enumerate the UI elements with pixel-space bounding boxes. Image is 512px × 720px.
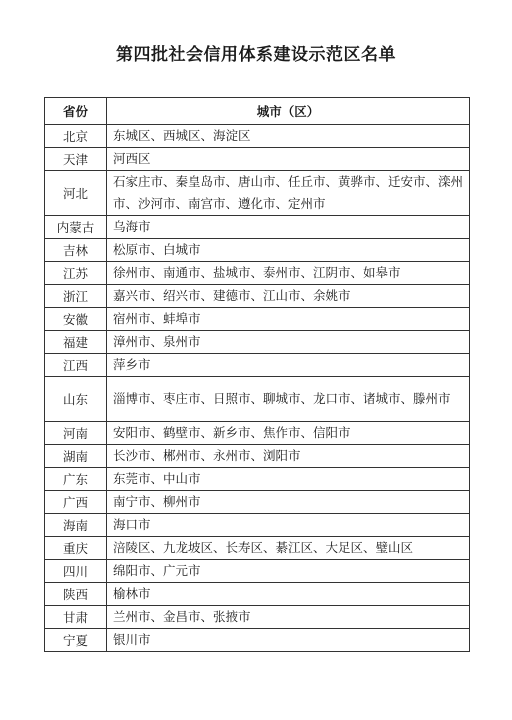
cities-cell: 东城区、西城区、海淀区 bbox=[107, 125, 470, 148]
province-cell: 陕西 bbox=[45, 583, 107, 606]
table-row bbox=[45, 514, 470, 537]
province-cell: 重庆 bbox=[45, 537, 107, 560]
cities-cell: 兰州市、金昌市、张掖市 bbox=[107, 606, 470, 629]
table-row bbox=[45, 239, 470, 262]
province-cell: 内蒙古 bbox=[45, 216, 107, 239]
table-row bbox=[45, 377, 470, 422]
province-cell: 海南 bbox=[45, 514, 107, 537]
cities-cell: 海口市 bbox=[107, 514, 470, 537]
table-row bbox=[45, 148, 470, 171]
header-province: 省份 bbox=[45, 98, 107, 125]
table-row bbox=[45, 308, 470, 331]
province-cell: 安徽 bbox=[45, 308, 107, 331]
cities-cell: 乌海市 bbox=[107, 216, 470, 239]
cities-cell: 涪陵区、九龙坡区、长寿区、綦江区、大足区、璧山区 bbox=[107, 537, 470, 560]
table-row bbox=[45, 422, 470, 445]
table-row bbox=[45, 331, 470, 354]
header-cities: 城市（区） bbox=[107, 98, 470, 125]
province-cell: 浙江 bbox=[45, 285, 107, 308]
province-cell: 北京 bbox=[45, 125, 107, 148]
province-cell: 福建 bbox=[45, 331, 107, 354]
cities-cell: 东莞市、中山市 bbox=[107, 468, 470, 491]
province-cell: 广西 bbox=[45, 491, 107, 514]
province-cell: 江苏 bbox=[45, 262, 107, 285]
cities-cell: 宿州市、蚌埠市 bbox=[107, 308, 470, 331]
cities-cell: 长沙市、郴州市、永州市、浏阳市 bbox=[107, 445, 470, 468]
table-row bbox=[45, 285, 470, 308]
table-row bbox=[45, 606, 470, 629]
province-cell: 湖南 bbox=[45, 445, 107, 468]
cities-cell: 河西区 bbox=[107, 148, 470, 171]
province-cell: 四川 bbox=[45, 560, 107, 583]
table-row bbox=[45, 537, 470, 560]
table-row bbox=[45, 491, 470, 514]
cities-cell: 松原市、白城市 bbox=[107, 239, 470, 262]
province-cell: 广东 bbox=[45, 468, 107, 491]
cities-cell: 石家庄市、秦皇岛市、唐山市、任丘市、黄骅市、迁安市、滦州市、沙河市、南宫市、遵化市、定州市 bbox=[107, 171, 470, 216]
province-cell: 河北 bbox=[45, 171, 107, 216]
cities-cell: 绵阳市、广元市 bbox=[107, 560, 470, 583]
document-title: 第四批社会信用体系建设示范区名单 bbox=[116, 45, 396, 65]
cities-cell: 安阳市、鹤壁市、新乡市、焦作市、信阳市 bbox=[107, 422, 470, 445]
cities-cell: 南宁市、柳州市 bbox=[107, 491, 470, 514]
table-row bbox=[45, 629, 470, 652]
table-row bbox=[45, 125, 470, 148]
table-body bbox=[45, 125, 470, 652]
cities-cell: 嘉兴市、绍兴市、建德市、江山市、余姚市 bbox=[107, 285, 470, 308]
demonstration-zone-table bbox=[44, 97, 470, 652]
table-row bbox=[45, 583, 470, 606]
table-row bbox=[45, 560, 470, 583]
cities-cell: 榆林市 bbox=[107, 583, 470, 606]
table-row bbox=[45, 171, 470, 216]
province-cell: 甘肃 bbox=[45, 606, 107, 629]
cities-cell: 徐州市、南通市、盐城市、泰州市、江阴市、如皋市 bbox=[107, 262, 470, 285]
table-row bbox=[45, 354, 470, 377]
province-cell: 宁夏 bbox=[45, 629, 107, 652]
table-row bbox=[45, 216, 470, 239]
table-row bbox=[45, 445, 470, 468]
province-cell: 天津 bbox=[45, 148, 107, 171]
table-row bbox=[45, 262, 470, 285]
table-row bbox=[45, 468, 470, 491]
cities-cell: 银川市 bbox=[107, 629, 470, 652]
province-cell: 吉林 bbox=[45, 239, 107, 262]
cities-cell: 淄博市、枣庄市、日照市、聊城市、龙口市、诸城市、滕州市 bbox=[107, 377, 470, 422]
table-header-row bbox=[45, 98, 470, 125]
cities-cell: 萍乡市 bbox=[107, 354, 470, 377]
cities-cell: 漳州市、泉州市 bbox=[107, 331, 470, 354]
province-cell: 江西 bbox=[45, 354, 107, 377]
province-cell: 山东 bbox=[45, 377, 107, 422]
province-cell: 河南 bbox=[45, 422, 107, 445]
